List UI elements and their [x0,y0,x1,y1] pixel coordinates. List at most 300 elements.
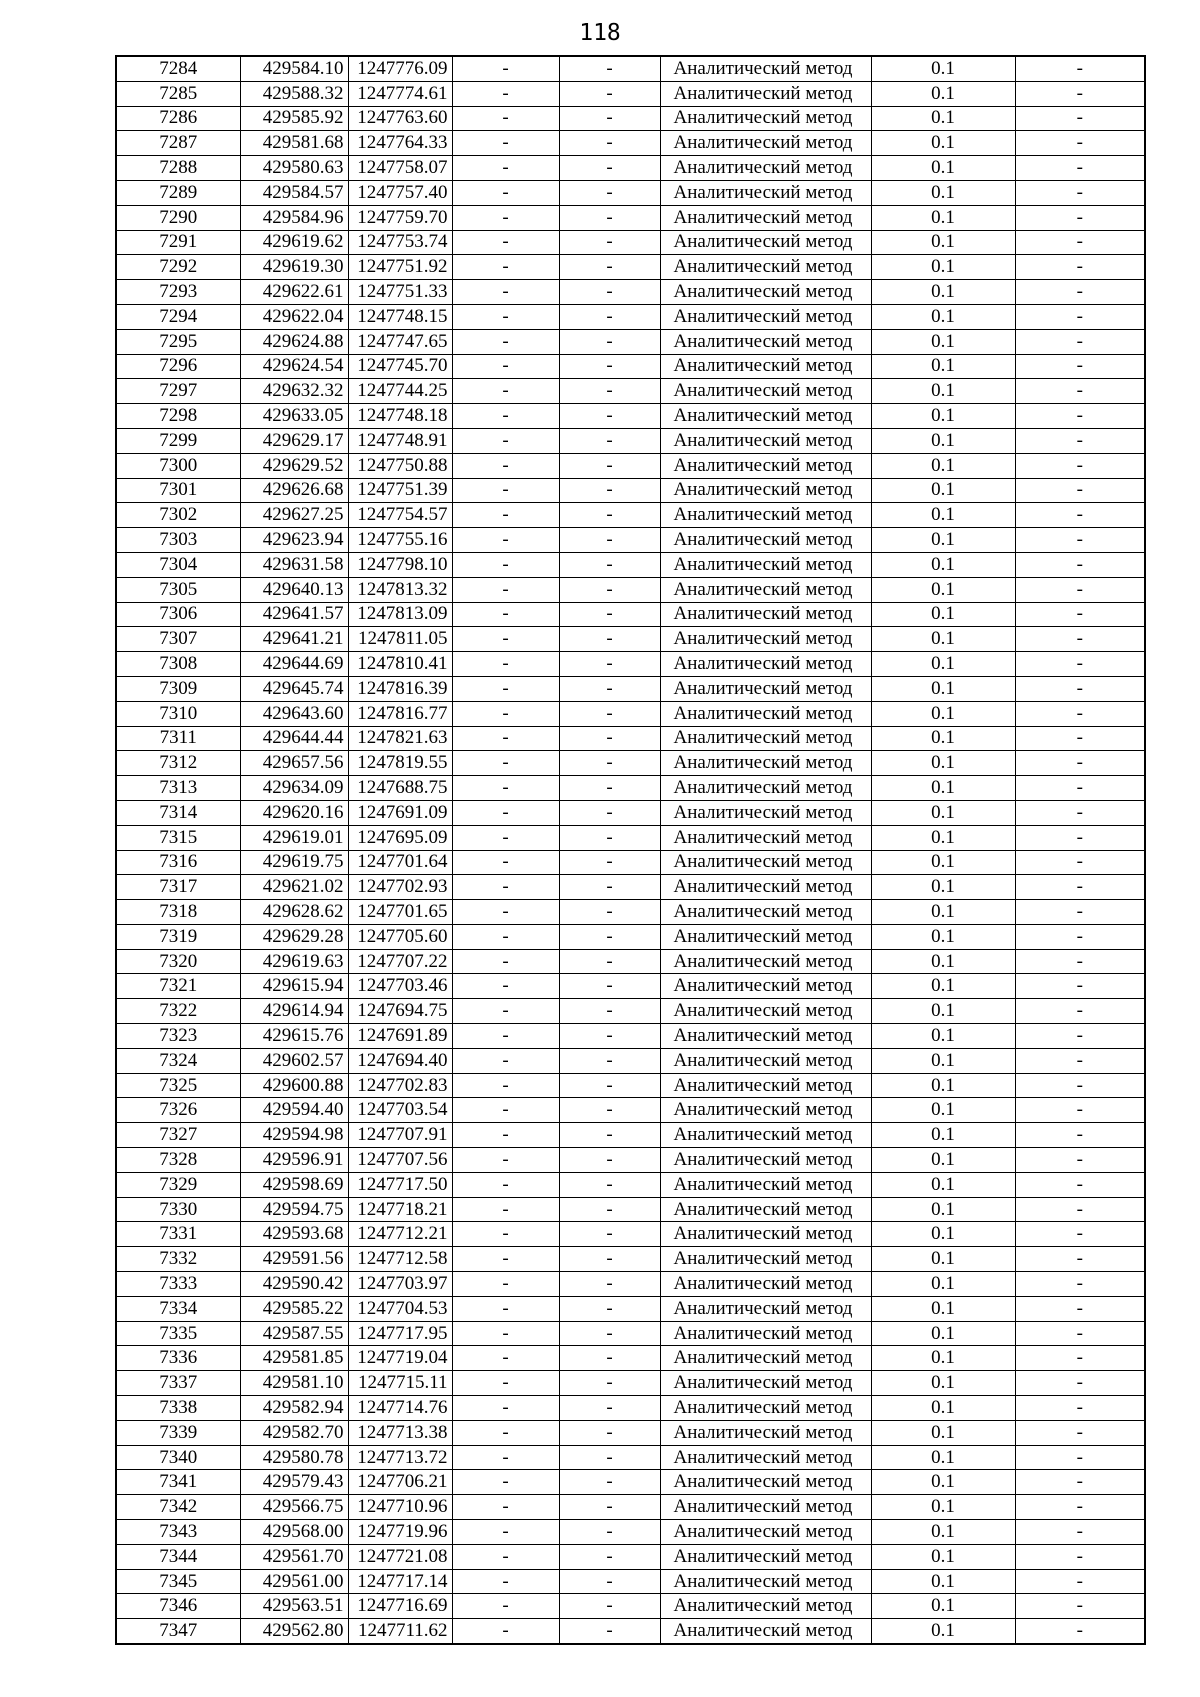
col-5-value-cell: - [559,1346,660,1371]
method-cell: Аналитический метод [660,1148,871,1173]
accuracy-cell: 0.1 [871,1619,1015,1644]
accuracy-cell: 0.1 [871,726,1015,751]
col-5-value-cell: - [559,627,660,652]
coord-y-cell: 1247748.18 [348,404,452,429]
coord-y-cell: 1247811.05 [348,627,452,652]
coord-y-cell: 1247712.21 [348,1222,452,1247]
method-cell: Аналитический метод [660,205,871,230]
coord-x-cell: 429641.21 [240,627,348,652]
method-cell: Аналитический метод [660,1470,871,1495]
col-5-value-cell: - [559,1321,660,1346]
col-8-value-cell: - [1015,1321,1145,1346]
point-number-cell: 7308 [116,652,240,677]
col-5-value-cell: - [559,304,660,329]
col-8-value-cell: - [1015,1272,1145,1297]
point-number-cell: 7342 [116,1495,240,1520]
method-cell: Аналитический метод [660,800,871,825]
col-4-value-cell: - [452,701,559,726]
col-5-value-cell: - [559,577,660,602]
col-5-value-cell: - [559,1024,660,1049]
accuracy-cell: 0.1 [871,1420,1015,1445]
method-cell: Аналитический метод [660,81,871,106]
coord-y-cell: 1247816.77 [348,701,452,726]
method-cell: Аналитический метод [660,156,871,181]
col-8-value-cell: - [1015,751,1145,776]
col-5-value-cell: - [559,1470,660,1495]
method-cell: Аналитический метод [660,1272,871,1297]
method-cell: Аналитический метод [660,1594,871,1619]
accuracy-cell: 0.1 [871,1172,1015,1197]
col-5-value-cell: - [559,1420,660,1445]
table-row [116,404,1145,429]
accuracy-cell: 0.1 [871,354,1015,379]
coord-x-cell: 429594.98 [240,1123,348,1148]
col-5-value-cell: - [559,1222,660,1247]
table-row [116,1296,1145,1321]
coord-x-cell: 429643.60 [240,701,348,726]
coord-y-cell: 1247705.60 [348,924,452,949]
accuracy-cell: 0.1 [871,701,1015,726]
col-8-value-cell: - [1015,428,1145,453]
accuracy-cell: 0.1 [871,503,1015,528]
point-number-cell: 7290 [116,205,240,230]
coord-y-cell: 1247776.09 [348,56,452,81]
col-5-value-cell: - [559,528,660,553]
table-row [116,577,1145,602]
col-4-value-cell: - [452,404,559,429]
coord-x-cell: 429622.04 [240,304,348,329]
col-5-value-cell: - [559,726,660,751]
col-5-value-cell: - [559,354,660,379]
method-cell: Аналитический метод [660,1222,871,1247]
table-row [116,1495,1145,1520]
col-5-value-cell: - [559,1495,660,1520]
table-row [116,354,1145,379]
table-row [116,949,1145,974]
col-5-value-cell: - [559,1569,660,1594]
accuracy-cell: 0.1 [871,1346,1015,1371]
coord-x-cell: 429641.57 [240,602,348,627]
col-5-value-cell: - [559,1272,660,1297]
coord-y-cell: 1247751.33 [348,280,452,305]
coord-y-cell: 1247745.70 [348,354,452,379]
accuracy-cell: 0.1 [871,205,1015,230]
coord-x-cell: 429594.40 [240,1098,348,1123]
coord-x-cell: 429632.32 [240,379,348,404]
table-row [116,1544,1145,1569]
coord-y-cell: 1247701.64 [348,850,452,875]
point-number-cell: 7297 [116,379,240,404]
col-4-value-cell: - [452,751,559,776]
coord-x-cell: 429628.62 [240,900,348,925]
col-4-value-cell: - [452,1247,559,1272]
method-cell: Аналитический метод [660,949,871,974]
col-4-value-cell: - [452,81,559,106]
point-number-cell: 7286 [116,106,240,131]
coord-x-cell: 429620.16 [240,800,348,825]
table-row [116,1420,1145,1445]
col-5-value-cell: - [559,949,660,974]
col-8-value-cell: - [1015,949,1145,974]
col-4-value-cell: - [452,1222,559,1247]
method-cell: Аналитический метод [660,602,871,627]
coord-y-cell: 1247821.63 [348,726,452,751]
coord-x-cell: 429584.96 [240,205,348,230]
col-8-value-cell: - [1015,379,1145,404]
point-number-cell: 7303 [116,528,240,553]
method-cell: Аналитический метод [660,1346,871,1371]
col-5-value-cell: - [559,453,660,478]
coord-x-cell: 429631.58 [240,552,348,577]
point-number-cell: 7293 [116,280,240,305]
coord-x-cell: 429614.94 [240,999,348,1024]
coord-x-cell: 429582.70 [240,1420,348,1445]
method-cell: Аналитический метод [660,1098,871,1123]
col-5-value-cell: - [559,1172,660,1197]
table-row [116,1396,1145,1421]
method-cell: Аналитический метод [660,1296,871,1321]
method-cell: Аналитический метод [660,825,871,850]
coord-x-cell: 429621.02 [240,875,348,900]
accuracy-cell: 0.1 [871,1445,1015,1470]
col-4-value-cell: - [452,1495,559,1520]
coord-y-cell: 1247810.41 [348,652,452,677]
col-8-value-cell: - [1015,924,1145,949]
accuracy-cell: 0.1 [871,453,1015,478]
point-number-cell: 7333 [116,1272,240,1297]
accuracy-cell: 0.1 [871,825,1015,850]
col-5-value-cell: - [559,106,660,131]
col-5-value-cell: - [559,1123,660,1148]
coord-x-cell: 429585.92 [240,106,348,131]
accuracy-cell: 0.1 [871,1371,1015,1396]
accuracy-cell: 0.1 [871,1520,1015,1545]
col-8-value-cell: - [1015,825,1145,850]
coord-y-cell: 1247774.61 [348,81,452,106]
coord-x-cell: 429593.68 [240,1222,348,1247]
coord-y-cell: 1247755.16 [348,528,452,553]
col-5-value-cell: - [559,1296,660,1321]
col-5-value-cell: - [559,1544,660,1569]
method-cell: Аналитический метод [660,1073,871,1098]
coord-y-cell: 1247695.09 [348,825,452,850]
coord-y-cell: 1247721.08 [348,1544,452,1569]
coord-x-cell: 429581.10 [240,1371,348,1396]
col-8-value-cell: - [1015,1346,1145,1371]
col-4-value-cell: - [452,1520,559,1545]
col-8-value-cell: - [1015,205,1145,230]
table-row [116,1048,1145,1073]
col-4-value-cell: - [452,924,559,949]
col-4-value-cell: - [452,1420,559,1445]
col-5-value-cell: - [559,56,660,81]
col-8-value-cell: - [1015,453,1145,478]
col-5-value-cell: - [559,1371,660,1396]
col-4-value-cell: - [452,875,559,900]
col-5-value-cell: - [559,81,660,106]
accuracy-cell: 0.1 [871,552,1015,577]
method-cell: Аналитический метод [660,627,871,652]
accuracy-cell: 0.1 [871,627,1015,652]
accuracy-cell: 0.1 [871,800,1015,825]
point-number-cell: 7338 [116,1396,240,1421]
coord-y-cell: 1247813.32 [348,577,452,602]
coord-y-cell: 1247691.89 [348,1024,452,1049]
accuracy-cell: 0.1 [871,924,1015,949]
point-number-cell: 7340 [116,1445,240,1470]
coord-x-cell: 429627.25 [240,503,348,528]
col-8-value-cell: - [1015,1569,1145,1594]
col-8-value-cell: - [1015,726,1145,751]
table-row [116,726,1145,751]
accuracy-cell: 0.1 [871,1396,1015,1421]
col-4-value-cell: - [452,776,559,801]
col-5-value-cell: - [559,1098,660,1123]
col-8-value-cell: - [1015,1520,1145,1545]
coord-x-cell: 429629.52 [240,453,348,478]
coord-x-cell: 429580.63 [240,156,348,181]
table-row [116,503,1145,528]
col-4-value-cell: - [452,1346,559,1371]
point-number-cell: 7346 [116,1594,240,1619]
coord-y-cell: 1247754.57 [348,503,452,528]
col-8-value-cell: - [1015,131,1145,156]
point-number-cell: 7309 [116,676,240,701]
table-row [116,1123,1145,1148]
coord-x-cell: 429563.51 [240,1594,348,1619]
point-number-cell: 7326 [116,1098,240,1123]
table-row [116,1371,1145,1396]
method-cell: Аналитический метод [660,1569,871,1594]
table-row [116,280,1145,305]
method-cell: Аналитический метод [660,379,871,404]
point-number-cell: 7334 [116,1296,240,1321]
point-number-cell: 7295 [116,329,240,354]
table-row [116,776,1145,801]
point-number-cell: 7306 [116,602,240,627]
col-4-value-cell: - [452,453,559,478]
coord-y-cell: 1247753.74 [348,230,452,255]
point-number-cell: 7314 [116,800,240,825]
col-4-value-cell: - [452,503,559,528]
coord-y-cell: 1247744.25 [348,379,452,404]
coord-y-cell: 1247748.15 [348,304,452,329]
col-8-value-cell: - [1015,627,1145,652]
accuracy-cell: 0.1 [871,478,1015,503]
accuracy-cell: 0.1 [871,1544,1015,1569]
coord-y-cell: 1247763.60 [348,106,452,131]
accuracy-cell: 0.1 [871,329,1015,354]
point-number-cell: 7313 [116,776,240,801]
coord-y-cell: 1247702.93 [348,875,452,900]
col-4-value-cell: - [452,974,559,999]
table-row [116,453,1145,478]
col-4-value-cell: - [452,652,559,677]
accuracy-cell: 0.1 [871,1048,1015,1073]
method-cell: Аналитический метод [660,1445,871,1470]
accuracy-cell: 0.1 [871,379,1015,404]
col-4-value-cell: - [452,354,559,379]
table-row [116,1520,1145,1545]
method-cell: Аналитический метод [660,503,871,528]
table-row [116,156,1145,181]
col-5-value-cell: - [559,875,660,900]
col-4-value-cell: - [452,1296,559,1321]
col-8-value-cell: - [1015,56,1145,81]
coord-x-cell: 429645.74 [240,676,348,701]
col-8-value-cell: - [1015,354,1145,379]
point-number-cell: 7302 [116,503,240,528]
col-5-value-cell: - [559,1073,660,1098]
col-5-value-cell: - [559,974,660,999]
col-4-value-cell: - [452,1544,559,1569]
method-cell: Аналитический метод [660,131,871,156]
col-5-value-cell: - [559,329,660,354]
col-4-value-cell: - [452,1123,559,1148]
method-cell: Аналитический метод [660,875,871,900]
accuracy-cell: 0.1 [871,776,1015,801]
coord-y-cell: 1247691.09 [348,800,452,825]
table-row [116,56,1145,81]
accuracy-cell: 0.1 [871,1024,1015,1049]
col-5-value-cell: - [559,800,660,825]
col-5-value-cell: - [559,1594,660,1619]
col-8-value-cell: - [1015,1495,1145,1520]
col-4-value-cell: - [452,329,559,354]
page-number: 118 [579,20,621,46]
col-4-value-cell: - [452,1197,559,1222]
table-row [116,205,1145,230]
coord-x-cell: 429588.32 [240,81,348,106]
point-number-cell: 7288 [116,156,240,181]
method-cell: Аналитический метод [660,453,871,478]
col-5-value-cell: - [559,428,660,453]
coord-x-cell: 429584.10 [240,56,348,81]
accuracy-cell: 0.1 [871,304,1015,329]
coord-x-cell: 429579.43 [240,1470,348,1495]
accuracy-cell: 0.1 [871,850,1015,875]
col-4-value-cell: - [452,478,559,503]
col-8-value-cell: - [1015,1048,1145,1073]
method-cell: Аналитический метод [660,652,871,677]
col-5-value-cell: - [559,652,660,677]
coord-x-cell: 429644.44 [240,726,348,751]
accuracy-cell: 0.1 [871,1272,1015,1297]
col-5-value-cell: - [559,180,660,205]
col-8-value-cell: - [1015,1594,1145,1619]
method-cell: Аналитический метод [660,900,871,925]
coord-x-cell: 429624.54 [240,354,348,379]
point-number-cell: 7327 [116,1123,240,1148]
coord-y-cell: 1247707.56 [348,1148,452,1173]
method-cell: Аналитический метод [660,1172,871,1197]
method-cell: Аналитический метод [660,1495,871,1520]
col-8-value-cell: - [1015,701,1145,726]
coord-x-cell: 429585.22 [240,1296,348,1321]
table-row [116,825,1145,850]
method-cell: Аналитический метод [660,280,871,305]
coord-y-cell: 1247716.69 [348,1594,452,1619]
coord-x-cell: 429624.88 [240,329,348,354]
accuracy-cell: 0.1 [871,404,1015,429]
accuracy-cell: 0.1 [871,949,1015,974]
coord-y-cell: 1247750.88 [348,453,452,478]
method-cell: Аналитический метод [660,1520,871,1545]
coord-y-cell: 1247711.62 [348,1619,452,1644]
col-4-value-cell: - [452,131,559,156]
col-5-value-cell: - [559,404,660,429]
point-number-cell: 7329 [116,1172,240,1197]
method-cell: Аналитический метод [660,1420,871,1445]
col-8-value-cell: - [1015,776,1145,801]
col-5-value-cell: - [559,751,660,776]
accuracy-cell: 0.1 [871,974,1015,999]
method-cell: Аналитический метод [660,428,871,453]
accuracy-cell: 0.1 [871,106,1015,131]
coord-y-cell: 1247717.95 [348,1321,452,1346]
table-row [116,428,1145,453]
col-8-value-cell: - [1015,1098,1145,1123]
table-row [116,1470,1145,1495]
method-cell: Аналитический метод [660,552,871,577]
col-4-value-cell: - [452,1594,559,1619]
coord-x-cell: 429600.88 [240,1073,348,1098]
col-4-value-cell: - [452,428,559,453]
coord-x-cell: 429619.75 [240,850,348,875]
coord-y-cell: 1247718.21 [348,1197,452,1222]
coord-x-cell: 429568.00 [240,1520,348,1545]
point-number-cell: 7296 [116,354,240,379]
method-cell: Аналитический метод [660,106,871,131]
coord-y-cell: 1247764.33 [348,131,452,156]
method-cell: Аналитический метод [660,924,871,949]
col-8-value-cell: - [1015,255,1145,280]
coord-y-cell: 1247813.09 [348,602,452,627]
table-row [116,1594,1145,1619]
method-cell: Аналитический метод [660,1544,871,1569]
coord-y-cell: 1247757.40 [348,180,452,205]
accuracy-cell: 0.1 [871,528,1015,553]
method-cell: Аналитический метод [660,180,871,205]
table-row [116,875,1145,900]
table-row [116,627,1145,652]
col-4-value-cell: - [452,825,559,850]
point-number-cell: 7287 [116,131,240,156]
col-8-value-cell: - [1015,652,1145,677]
col-8-value-cell: - [1015,478,1145,503]
point-number-cell: 7304 [116,552,240,577]
col-8-value-cell: - [1015,81,1145,106]
point-number-cell: 7323 [116,1024,240,1049]
accuracy-cell: 0.1 [871,602,1015,627]
point-number-cell: 7307 [116,627,240,652]
coord-x-cell: 429622.61 [240,280,348,305]
point-number-cell: 7284 [116,56,240,81]
point-number-cell: 7335 [116,1321,240,1346]
table-row [116,676,1145,701]
coord-y-cell: 1247694.40 [348,1048,452,1073]
accuracy-cell: 0.1 [871,1321,1015,1346]
accuracy-cell: 0.1 [871,1495,1015,1520]
col-5-value-cell: - [559,1048,660,1073]
accuracy-cell: 0.1 [871,131,1015,156]
coordinates-table [115,55,1146,1645]
coord-x-cell: 429580.78 [240,1445,348,1470]
col-8-value-cell: - [1015,1544,1145,1569]
method-cell: Аналитический метод [660,974,871,999]
col-5-value-cell: - [559,205,660,230]
table-row [116,1073,1145,1098]
